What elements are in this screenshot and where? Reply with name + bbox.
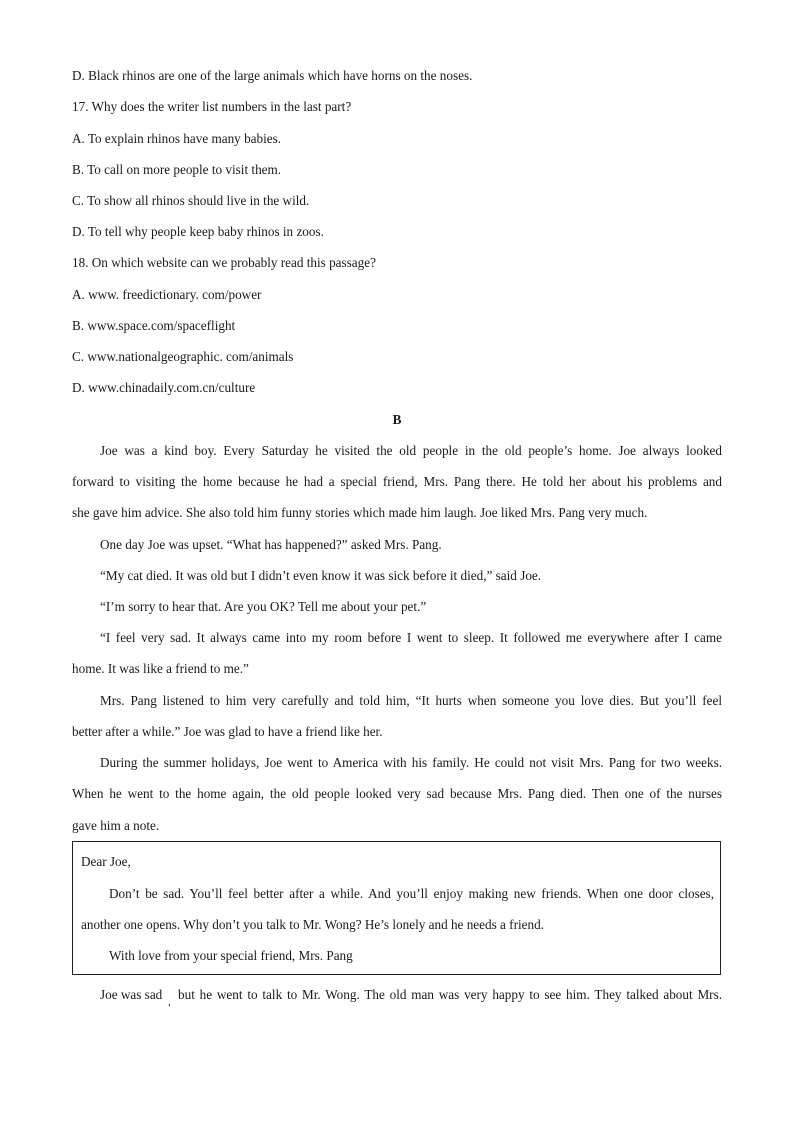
q18-option-b: B. www.space.com/spaceflight (72, 318, 236, 333)
q17-option-c: C. To show all rhinos should live in the wild. (72, 193, 310, 208)
paragraph-line: Joe was a kind boy. Every Saturday he visited the old people in the old people’s home. Joe always looked (100, 443, 722, 458)
q18-stem: 18. On which website can we probably read this passage? (72, 255, 376, 270)
note-box (72, 841, 721, 975)
paragraph-line: When he went to the home again, the old people looked very sad because Mrs. Pang died. Then one of the nurses (72, 786, 722, 801)
section-heading: B (392, 412, 402, 427)
paragraph-line: “I feel very sad. It always came into my room before I went to sleep. It followed me everywhere after I came (100, 630, 722, 645)
q17-stem: 17. Why does the writer list numbers in the last part? (72, 99, 352, 114)
comma-mark: , (168, 996, 171, 1008)
note-closing: With love from your special friend, Mrs. Pang (109, 948, 353, 963)
q18-option-c: C. www.nationalgeographic. com/animals (72, 349, 294, 364)
q16-option-d: D. Black rhinos are one of the large animals which have horns on the noses. (72, 68, 473, 83)
note-greeting: Dear Joe, (81, 854, 131, 869)
paragraph-line: One day Joe was upset. “What has happened?” asked Mrs. Pang. (100, 537, 442, 552)
paragraph-line-rest: but he went to talk to Mr. Wong. The old man was very happy to see him. They talked about Mrs. (178, 987, 722, 1002)
paragraph-line: “I’m sorry to hear that. Are you OK? Tell me about your pet.” (100, 599, 427, 614)
paragraph-line: During the summer holidays, Joe went to America with his family. He could not visit Mrs. Pang for two weeks. (100, 755, 722, 770)
paragraph-line: forward to visiting the home because he had a special friend, Mrs. Pang there. He told her about his problems and (72, 474, 722, 489)
q17-option-d: D. To tell why people keep baby rhinos in zoos. (72, 224, 324, 239)
paragraph-line: she gave him advice. She also told him funny stories which made him laugh. Joe liked Mrs. Pang very much. (72, 505, 648, 520)
q18-option-d: D. www.chinadaily.com.cn/culture (72, 380, 256, 395)
paragraph-line: home. It was like a friend to me.” (72, 661, 249, 676)
paragraph-line-start: Joe was sad (100, 987, 163, 1002)
paragraph-line: better after a while.” Joe was glad to have a friend like her. (72, 724, 383, 739)
paragraph-line: “My cat died. It was old but I didn’t even know it was sick before it died,” said Joe. (100, 568, 542, 583)
paragraph-line: Mrs. Pang listened to him very carefully and told him, “It hurts when someone you love dies. But you’ll feel (100, 693, 722, 708)
paragraph-line: gave him a note. (72, 818, 160, 833)
q17-option-a: A. To explain rhinos have many babies. (72, 131, 282, 146)
q18-option-a: A. www. freedictionary. com/power (72, 287, 262, 302)
note-body-line: Don’t be sad. You’ll feel better after a while. And you’ll enjoy making new friends. When one door closes, (109, 886, 714, 901)
note-body-line: another one opens. Why don’t you talk to Mr. Wong? He’s lonely and he needs a friend. (81, 917, 544, 932)
q17-option-b: B. To call on more people to visit them. (72, 162, 282, 177)
